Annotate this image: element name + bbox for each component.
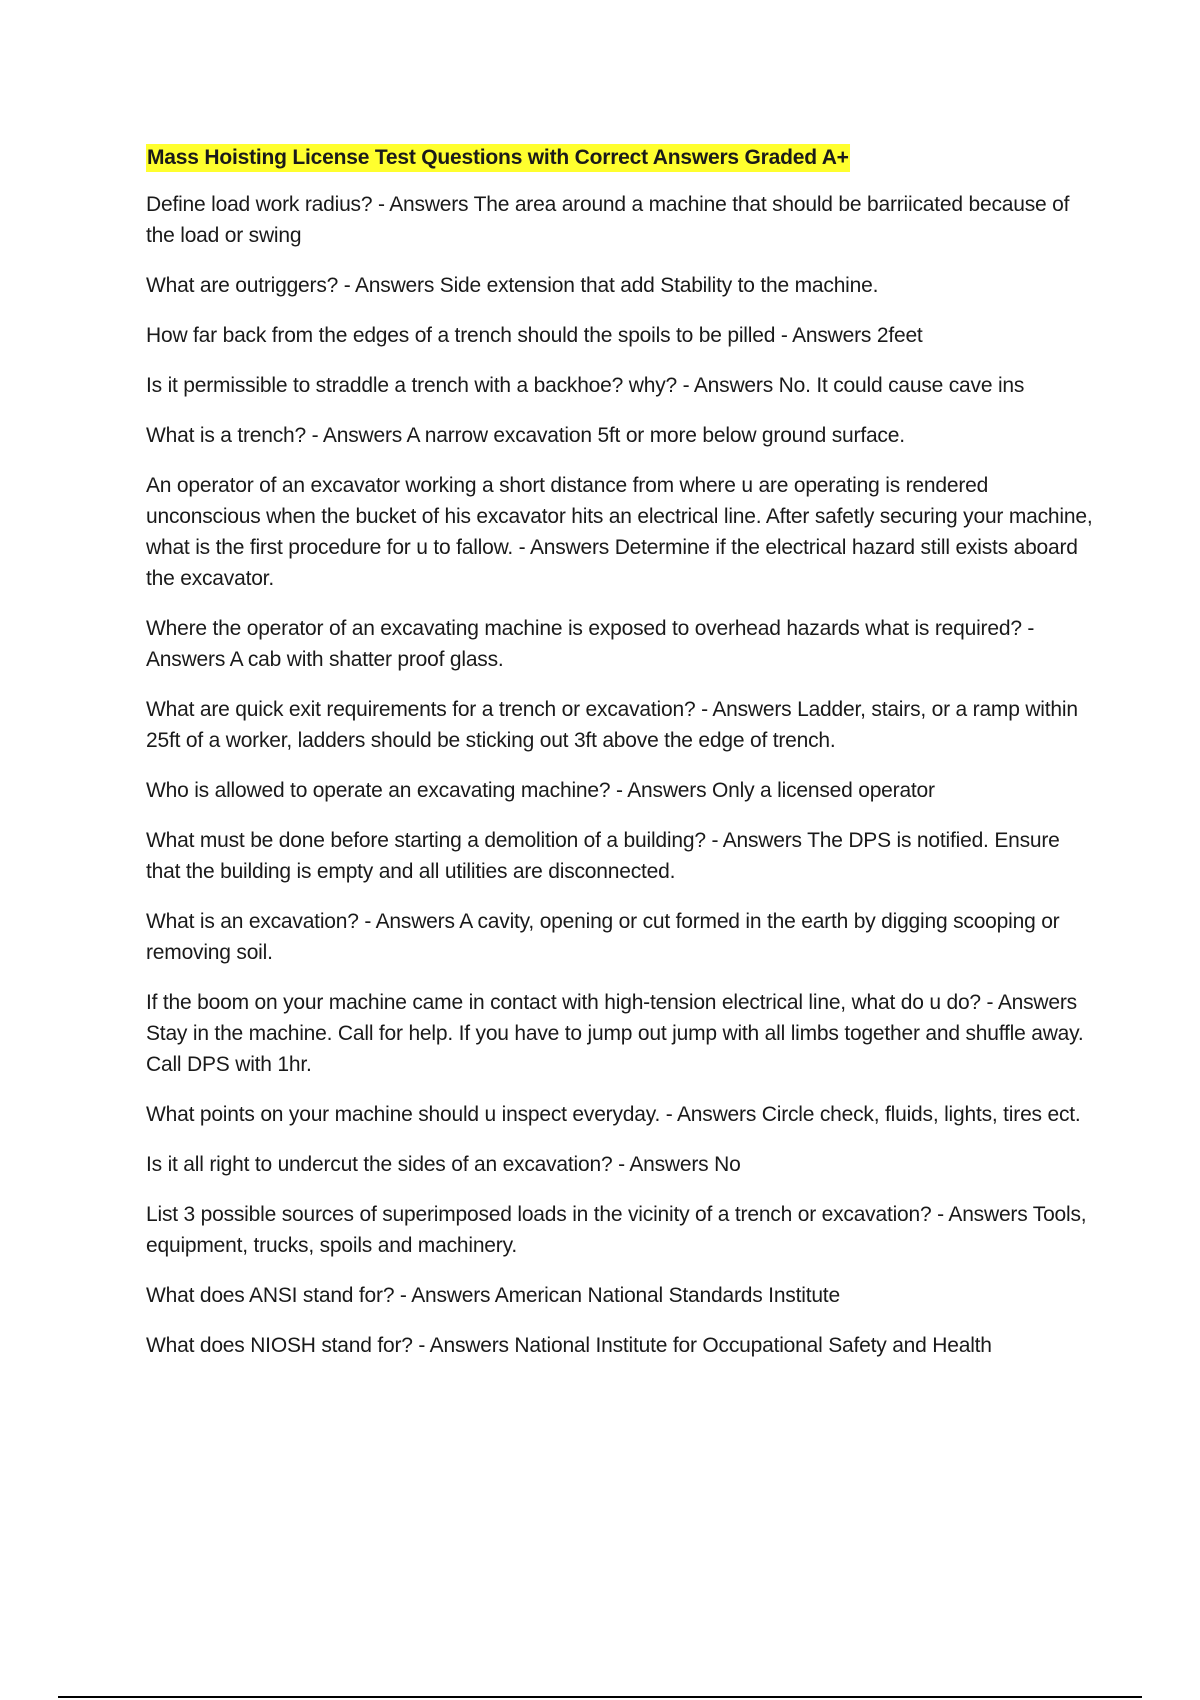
qa-item: Define load work radius? - Answers The area around a machine that should be barriicated because of the load or swing — [146, 193, 1070, 247]
qa-item: Who is allowed to operate an excavating machine? - Answers Only a licensed operator — [146, 779, 935, 802]
qa-item: An operator of an excavator working a short distance from where u are operating is rendered unconscious when the bucket of his excavator hits an electrical line. After safetly securing your machine, what is the first procedure for u to fallow. - Answers Determine if the electrical hazard still exists aboard the excavator. — [146, 474, 1093, 590]
qa-item: What is an excavation? - Answers A cavity, opening or cut formed in the earth by digging scooping or removing soil. — [146, 910, 1060, 964]
qa-item: Is it permissible to straddle a trench with a backhoe? why? - Answers No. It could cause cave ins — [146, 374, 1025, 397]
qa-item: How far back from the edges of a trench should the spoils to be pilled - Answers 2feet — [146, 324, 923, 347]
qa-item: Where the operator of an excavating machine is exposed to overhead hazards what is required? - Answers A cab with shatter proof glass. — [146, 617, 1035, 671]
qa-item: If the boom on your machine came in contact with high-tension electrical line, what do u do? - Answers Stay in the machine. Call for help. If you have to jump out jump with all limbs together and shuffle away. Call DPS with 1hr. — [146, 991, 1084, 1076]
qa-item: What are quick exit requirements for a trench or excavation? - Answers Ladder, stairs, or a ramp within 25ft of a worker, ladders should be sticking out 3ft above the edge of trench. — [146, 698, 1078, 752]
qa-item: Is it all right to undercut the sides of an excavation? - Answers No — [146, 1153, 741, 1176]
qa-list — [146, 189, 1096, 1361]
qa-item: What points on your machine should u inspect everyday. - Answers Circle check, fluids, lights, tires ect. — [146, 1103, 1081, 1126]
qa-item: What does NIOSH stand for? - Answers National Institute for Occupational Safety and Health — [146, 1334, 992, 1357]
qa-item: List 3 possible sources of superimposed loads in the vicinity of a trench or excavation? - Answers Tools, equipment, trucks, spoils and machinery. — [146, 1203, 1087, 1257]
qa-item: What are outriggers? - Answers Side extension that add Stability to the machine. — [146, 274, 879, 297]
qa-item: What does ANSI stand for? - Answers American National Standards Institute — [146, 1284, 840, 1307]
page-bottom-divider — [58, 1696, 1142, 1698]
document-title: Mass Hoisting License Test Questions with Correct Answers Graded A+ — [146, 144, 850, 172]
document-page — [146, 144, 1096, 1380]
qa-item: What is a trench? - Answers A narrow excavation 5ft or more below ground surface. — [146, 424, 905, 447]
qa-item: What must be done before starting a demolition of a building? - Answers The DPS is notified. Ensure that the building is empty and all utilities are disconnected. — [146, 829, 1060, 883]
